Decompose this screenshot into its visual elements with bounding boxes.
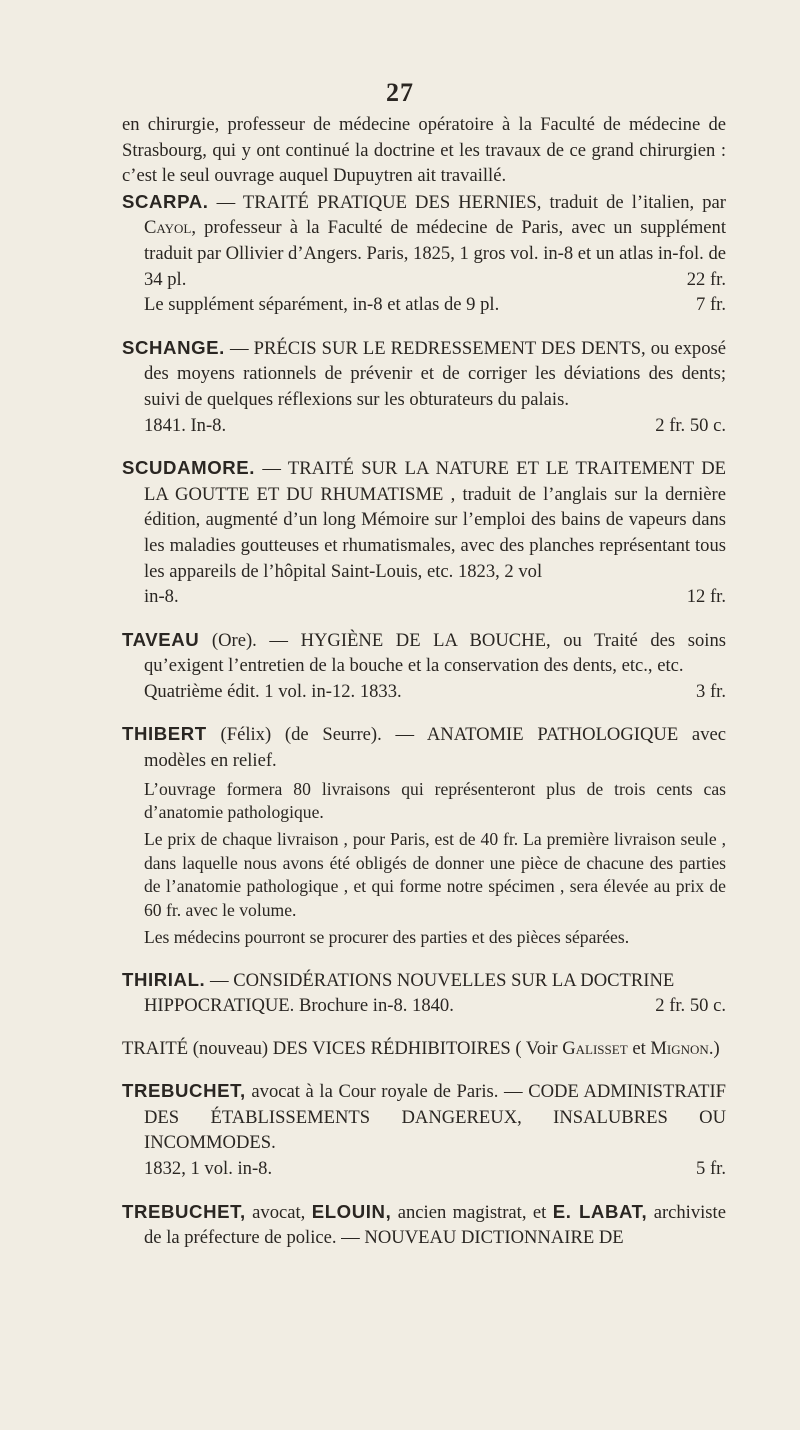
supplement-price: 7 fr.	[696, 294, 726, 316]
entry-text: ancien magistrat, et	[397, 1201, 547, 1223]
entry-end: .)	[708, 1037, 720, 1059]
entry-text: — CONSIDÉRATIONS NOUVELLES SUR LA DOCTRINE	[209, 969, 675, 991]
entry-traite	[122, 1036, 726, 1062]
author-name: ELOUIN,	[311, 1200, 392, 1222]
author-suffix: (Ore). —	[211, 629, 288, 651]
entry-trebuchet-code	[122, 1078, 726, 1181]
entry-thibert	[122, 721, 726, 949]
entry-text: archiviste de la préfecture de police. — NOUVEAU DICTIONNAIRE DE	[144, 1201, 726, 1249]
price: 22 fr.	[686, 268, 726, 290]
author-name: TREBUCHET,	[122, 1080, 246, 1102]
price-line	[144, 584, 726, 610]
entry-text: (Félix) (de Seurre). — ANATOMIE PATHOLOGIQUE avec modèles en relief.	[144, 724, 726, 772]
author-name: THIBERT	[122, 723, 207, 745]
entry-title: TRAITÉ (nouveau) DES VICES RÉDHIBITOIRES ( Voir	[122, 1037, 558, 1059]
entry-end: Quatrième édit. 1 vol. in-12. 1833.	[144, 680, 402, 702]
entry-end: 1841. In-8.	[144, 414, 227, 436]
price-line	[144, 679, 726, 705]
supplement-text: Le supplément séparément, in-8 et atlas de 9 pl.	[144, 294, 500, 316]
entry-trebuchet-dictionnaire	[122, 1199, 726, 1251]
author-name: SCUDAMORE.	[122, 457, 256, 479]
entry-thirial	[122, 967, 726, 1019]
entry-taveau	[122, 627, 726, 705]
price: 12 fr.	[686, 586, 726, 608]
author-name: TAVEAU	[122, 628, 200, 650]
entry-end: in-8.	[144, 586, 179, 608]
author-name: E. LABAT,	[552, 1200, 648, 1222]
thibert-para-2: Le prix de chaque livraison , pour Paris, est de 40 fr. La première livraison seule , dans laquelle nous avons été obligés de donner une pièce de chacune des parties de l’anatomie pathologique , et qui forme notre spécimen , sera élevée au prix de 60 fr. avec le volume.	[144, 829, 726, 920]
price: 3 fr.	[696, 680, 726, 702]
entry-text: et	[632, 1037, 646, 1059]
entry-end: 1832, 1 vol. in-8.	[144, 1158, 273, 1180]
price-line	[144, 993, 726, 1019]
entry-text-cont: , professeur à la Faculté de médecine de Paris, avec un supplément traduit par Ollivier d’Angers. Paris, 1825, 1 gros vol. in-8 et un atlas in-fol. de 34 pl.	[144, 217, 726, 290]
price: 2 fr. 50 c.	[655, 414, 726, 436]
price-line	[144, 413, 726, 439]
reference-name: Mignon	[650, 1037, 709, 1059]
author-name: SCARPA.	[122, 190, 209, 212]
author-name: SCHANGE.	[122, 336, 225, 358]
thibert-para-1: L’ouvrage formera 80 livraisons qui représenteront plus de trois cents cas d’anatomie pathologique.	[144, 778, 726, 823]
entry-text: — PRÉCIS SUR LE REDRESSEMENT DES DENTS, ou exposé des moyens rationnels de prévenir et de corriger les déviations des dents; suivi de quelques réflexions sur les obturateurs du palais.	[144, 337, 726, 410]
thibert-para-3: Les médecins pourront se procurer des parties et des pièces séparées.	[144, 927, 630, 948]
entry-text: HYGIÈNE DE LA BOUCHE, ou Traité des soins qu’exigent l’entretien de la bouche et la conservation des dents, etc., etc.	[144, 629, 726, 677]
entry-text: — TRAITÉ SUR LA NATURE ET LE TRAITEMENT DE LA GOUTTE ET DU RHUMATISME , traduit de l’anglais sur la dernière édition, augmenté d’un long Mémoire sur l’emploi des bains de vapeurs dans les maladies goutteuses et rhumatismales, avec des planches représentant tous les appareils de l’hôpital Saint-Louis, etc. 1823, 2 vol	[144, 458, 726, 582]
page-number: 27	[386, 78, 414, 107]
entry-schange	[122, 335, 726, 438]
entry-scarpa	[122, 189, 726, 318]
reference-name: Galisset	[562, 1037, 628, 1059]
entry-end: HIPPOCRATIQUE. Brochure in-8. 1840.	[144, 995, 454, 1017]
price: 5 fr.	[696, 1158, 726, 1180]
entry-text: — TRAITÉ PRATIQUE DES HERNIES, traduit de l’italien, par	[216, 191, 726, 213]
author-name: THIRIAL.	[122, 968, 206, 990]
entry-scudamore	[122, 455, 726, 610]
author-name: TREBUCHET,	[122, 1200, 246, 1222]
entry-text: avocat,	[252, 1201, 306, 1223]
translator-name: Cayol	[144, 217, 192, 239]
intro-paragraph: en chirurgie, professeur de médecine opératoire à la Faculté de médecine de Strasbourg, qui y ont continué la doctrine et les travaux de ce grand chirurgien : c’est le seul ouvrage auquel Dupuytren ait travaillé.	[122, 114, 726, 187]
entry-text: avocat à la Cour royale de Paris. — CODE ADMINISTRATIF DES ÉTABLISSEMENTS DANGEREUX, INSALUBRES OU INCOMMODES.	[144, 1081, 727, 1154]
price-line	[144, 1156, 726, 1182]
catalogue-text	[122, 112, 726, 1268]
supplement-line	[144, 292, 726, 318]
price: 2 fr. 50 c.	[655, 995, 726, 1017]
